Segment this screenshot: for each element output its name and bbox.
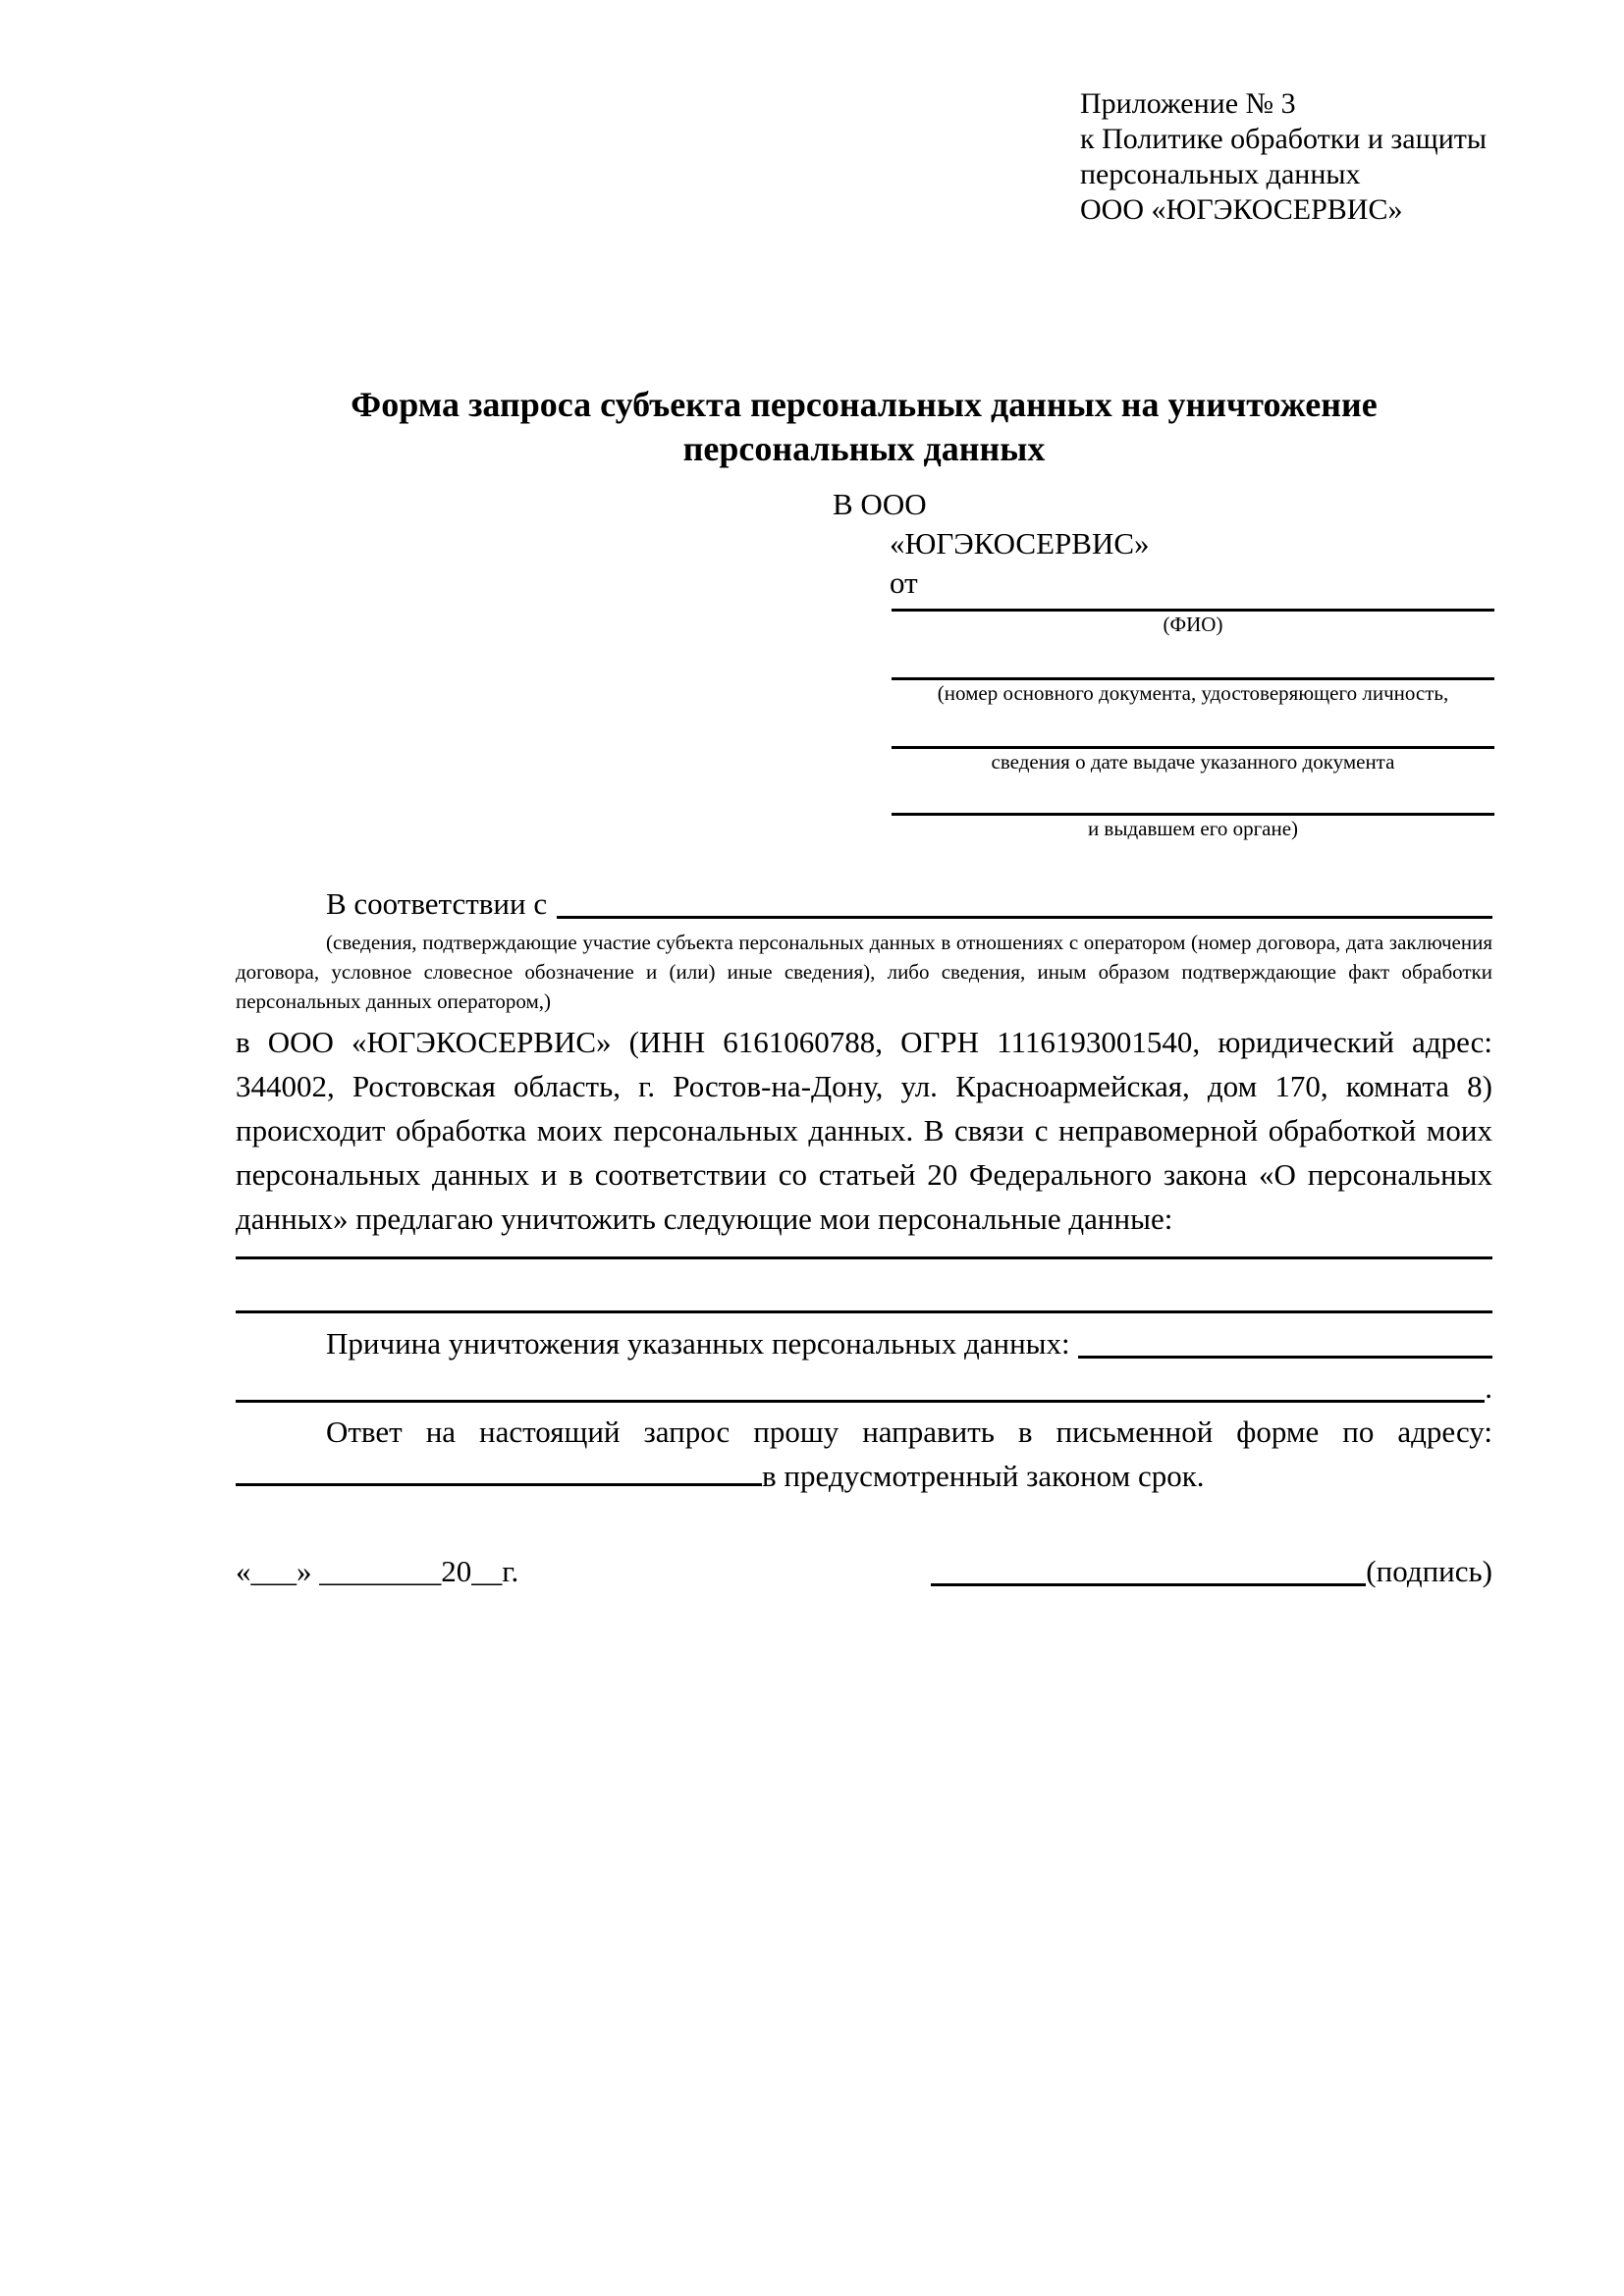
signature-spacer [518,1549,931,1593]
accordance-row [236,881,1492,926]
reason-blank-line [1078,1321,1492,1359]
response-tail: в предусмотренный законом срок. [762,1459,1205,1493]
document-number-blank-line [892,638,1494,680]
signature-caption: (подпись) [1366,1554,1492,1588]
fio-blank-line [892,603,1494,612]
signature-row [236,1549,1492,1593]
address-blank-line [236,1483,762,1486]
date-blank-text: «___» ________20__г. [236,1554,519,1588]
reason-continuation-blank-line [236,1365,1485,1403]
accordance-note: (сведения, подтверждающие участие субъекта персональных данных в отношениях с оператором (номер договора, дата заключения договора, условное словесное обозначение и (или) иные сведения), либо сведения, иным образом подтверждающие факт обработки персональных данных оператором,) [236,931,1492,1013]
addressee-block [833,485,1494,842]
accordance-lead: В соответствии с [326,886,548,921]
body-paragraph: в ООО «ЮГЭКОСЕРВИС» (ИНН 6161060788, ОГРН 1116193001540, юридический адрес: 344002, Ростовская область, г. Ростов-на-Дону, ул. Красноармейская, дом 170, комната 8) происходит обработка моих персональных данных. В связи с неправомерной обработкой моих персональных данных и в соответствии со статьей 20 Федерального закона «О персональных данных» предлагаю уничтожить следующие мои персональные данные: [236,1025,1492,1236]
reason-continuation-row [236,1365,1492,1410]
document-number-caption: (номер основного документа, удостоверяющего личность, [937,681,1449,705]
issue-date-caption: сведения о дате выдаче указанного документа [991,750,1395,774]
appendix-line: персональных данных [1080,158,1361,190]
reason-label: Причина уничтожения указанных персональных данных: [326,1326,1070,1361]
issuing-authority-caption: и выдавшем его органе) [1087,817,1299,840]
fio-caption: (ФИО) [1163,613,1223,636]
accordance-blank-line [557,881,1492,919]
response-paragraph [236,1410,1492,1498]
response-lead: Ответ на настоящий запрос прошу направить в письменной форме по адресу: [326,1415,1492,1449]
appendix-line: ООО «ЮГЭКОСЕРВИС» [1080,193,1403,226]
appendix-line: Приложение № 3 [1080,87,1296,120]
appendix-line: к Политике обработки и защиты [1080,123,1488,155]
personal-data-blank-line-2 [236,1259,1492,1313]
reason-row [236,1321,1492,1365]
addressee-to-line1: В ООО [833,487,927,521]
issue-date-blank-line [892,707,1494,749]
issuing-authority-blank-line [892,775,1494,816]
appendix-header [1080,86,1492,228]
personal-data-blank-line-1 [236,1241,1492,1259]
addressee-from-label: от [890,565,918,600]
period-character: . [1485,1370,1492,1405]
signature-blank-line [931,1549,1366,1586]
addressee-to-line2: «ЮГЭКОСЕРВИС» [890,526,1150,561]
page-title: Форма запроса субъекта персональных данных на уничтожение персональных данных [351,385,1378,468]
